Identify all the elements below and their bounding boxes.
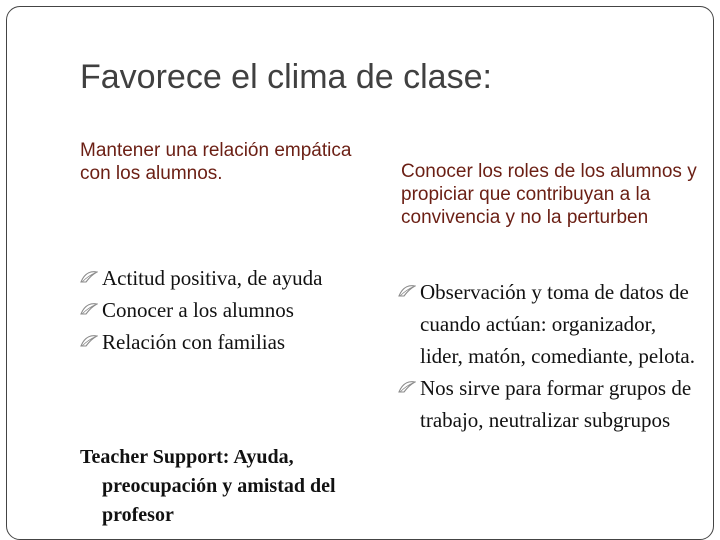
- bullet-text: Nos sirve para formar grupos de trabajo, neutralizar subgrupos: [420, 376, 692, 432]
- left-bullet-list: [80, 262, 360, 358]
- list-item: [80, 326, 360, 358]
- leaf-bullet-icon: [80, 270, 98, 284]
- leaf-bullet-icon: [80, 334, 98, 348]
- list-item: [398, 276, 698, 372]
- leaf-bullet-icon: [80, 302, 98, 316]
- bullet-text: Conocer a los alumnos: [102, 298, 294, 322]
- leaf-bullet-icon: [398, 380, 416, 394]
- teacher-support-text: Teacher Support: Ayuda, preocupación y amistad del profesor: [80, 446, 336, 526]
- list-item: [398, 372, 698, 436]
- left-heading: Mantener una relación empática con los alumnos.: [80, 140, 352, 184]
- list-item: [80, 294, 360, 326]
- right-bullet-list: [398, 276, 698, 436]
- slide-title: Favorece el clima de clase:: [80, 58, 492, 96]
- bullet-text: Actitud positiva, de ayuda: [102, 266, 323, 290]
- bullet-text: Observación y toma de datos de cuando actúan: organizador, lider, matón, comediante, pelota.: [420, 280, 695, 368]
- bullet-text: Relación con familias: [102, 330, 286, 354]
- right-heading: Conocer los roles de los alumnos y propiciar que contribuyan a la convivencia y no la perturben: [401, 161, 697, 228]
- list-item: [80, 262, 360, 294]
- leaf-bullet-icon: [398, 284, 416, 298]
